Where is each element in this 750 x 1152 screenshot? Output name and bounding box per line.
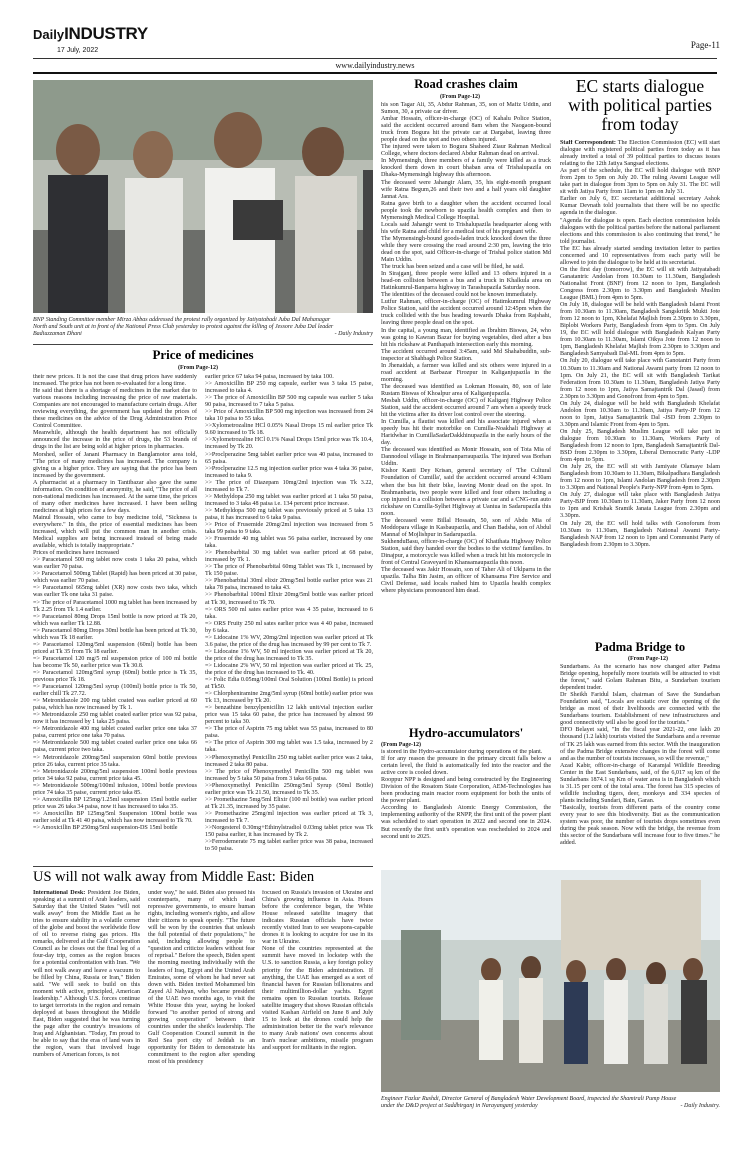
paragraph: => ORS Fruity 250 ml sates earlier price was 4 40 paise, increased by 6 taka. <box>205 620 373 634</box>
paragraph: is stored in the Hydro-accumulator during operations of the plant. <box>381 749 543 755</box>
paragraph: On July 20, dialogue will take place with Ganotantri Party from 10.30am to 11.30am and National Awami party from 12 noon to 1pm. On July 21, the EC will sit with Bangladesh Tarikat Federation from 10.30am to 11.30am, Bangladesh Jatiya Party from 12 noon to 1pm, Jatiya Samajtantrik Dal (Jasad) from 2.30pm to 3.30pm and Gonofront from 4pm to 5pm. <box>560 358 720 400</box>
paragraph: >> Phenobarbital 100ml Elixir 20mg/5ml bottle was earlier priced at Tk 30, increased to Tk 70. <box>205 592 373 606</box>
paragraph: A pharmacist at a pharmacy in Tantibazar also gave the same information. On condition of anonymity, he said, "The price of all non-national medicines has increased. At the same time, the prices of many other medicines have increased. I have been selling medicines at high prices for a few days. <box>33 479 197 514</box>
paragraph: None of the countries represented at the summit have moved in lockstep with the U.S. to sanction Russia, a key foreign policy priority for the Biden administration. If anything, the UAE has emerged as a sort of financial haven for Russian billionaires and their multimillion-dollar yachts. Egypt remains open to Russian tourists. Release satellite imagery that shows Russian officials visited Kashan Airfield on June 8 and July 15 to look at the drones could help the administration better tie the war's relevance to many Arab nations' own concerns about Iran's nuclear ambitions, missile program and support for militants in the region. <box>262 946 373 1052</box>
paragraph: The EC has already started sending invitation letter to parties concerned and 10 representatives from each party will be allowed to join the dialogue to be held at its secretariat. <box>560 245 720 266</box>
paragraph: >>Xylometrozaline HCl 0.1% Nasal Drops 15ml price was Tk 10.4, increased by Tk 20. <box>205 437 373 451</box>
paragraph: Morshed, seller of Janani Pharmacy in Banglamotor area told, "The price of many medicines has increased. The company is giving us a higher price. They are saying that the price has been increased by the government. <box>33 451 197 479</box>
paragraph: >> The price of Diazepam 10mg/2ml injection was Tk 3.22, increased to Tk 7. <box>205 479 373 493</box>
paragraph: The deceased were Jahangir Alam, 35, his eight-month pregnant wife Ratna Begum,26 and their two and a half years old daughter Jannat Ara. <box>381 179 551 200</box>
paragraph: => Paracetamol 120mg/5ml syrup (60ml) bottle price is Tk 35, previous price Tk 18. <box>33 669 197 684</box>
paragraph: => Paracetamol 120 mg/5 ml suspension price of 100 ml bottle has become Tk 50, earlier price was Tk 30.8. <box>33 655 197 669</box>
page-number: Page-11 <box>690 40 720 50</box>
paragraph: => Metronidazole 500mg/100ml infusion, 100ml bottle previous price 74 taka 35 paise, current price taka 85. <box>33 782 197 796</box>
paragraph: => Paracetamol 120mg/5ml suspension (60ml) bottle has been priced at Tk 35 from Tk 18 earlier. <box>33 641 197 655</box>
paragraph: On July 25, Bangladesh Muslim League will take part in dialogue from 10.30am to 11.30am, Workers Party of Bangladesh from 12 noon to 1pm, Bangladesh Samajtantrik Dal-BSD from 2.30pm to 3.30pm, Liberal Democratic Party -LDP from 4pm to 5pm. <box>560 428 720 464</box>
protest-photo-image <box>33 80 373 313</box>
paragraph: => Paracetamol 80mg Drops 15ml bottle is now priced at Tk 20, which was earlier Tk 12.88. <box>33 613 197 627</box>
paragraph: "Basically, tourists from different parts of the country come every year to see this biodiversity. But as the communication system was poor, the number of tourists drops sometimes even during the peak season. Now with the bridge, the revenue from this sector of the Sundarbans will increase four to five times." he added. <box>560 804 720 847</box>
padma-headline: Padma Bridge to <box>594 640 686 654</box>
paragraph: => Metronidazole 500 mg tablet coated earlier price one taka 66 paisa, current price two taka. <box>33 740 197 754</box>
paragraph: => Amoxicillin BP 125mg/1.25ml suspension 15ml bottle earlier price was 26 taka 34 paisa, now it has increased to taka 35. <box>33 796 197 810</box>
paragraph: >> Phenobarbital 30 mg tablet was earlier priced at 68 paise, increased by Tk 1. <box>205 550 373 564</box>
biden-headline: US will not walk away from Middle East: Biden <box>33 869 315 885</box>
paragraph: => Paracetamol 80mg Drops 30ml bottle has been priced at Tk 30, which was Tk 18 earlier. <box>33 627 197 641</box>
paragraph: The truck has been seized and a case will be filed, he said. <box>381 264 525 271</box>
paragraph: Sundarbans. As the scenario has now changed after Padma Bridge opening, hopefully more tourists will be attracted to visit the forest," said Golam Rahman Bitu, a Sundarban tourism dependent trader. <box>560 664 720 692</box>
protest-photo <box>33 80 373 313</box>
paragraph: => Paracetamol 665mg tablet (XR) now costs two taka, which was earlier Tk one taka 31 paise. <box>33 585 197 599</box>
caption-credit: - Daily Industry. <box>680 1103 720 1109</box>
medicines-headline: Price of medicines <box>152 347 254 362</box>
paragraph: their new prices. It is not the case that drug prices have suddenly increased. The price has not been re-evaluated for a long time. <box>33 374 197 388</box>
paragraph: >> Frusemide 40 mg tablet was 56 paisa earlier, increased by one taka. <box>205 536 373 550</box>
biden-column-1 <box>33 890 140 1130</box>
paragraph: If for any reason the pressure in the primary circuit falls below a certain level, the fluid is automatically fed into the reactor and the active core is cooled down. <box>381 756 551 777</box>
paragraph: => Metronidazole 200mg/5ml suspension 100ml bottle previous price 34 taka 92 paisa, current price taka 45. <box>33 768 197 782</box>
pump-house-photo-image <box>381 870 720 1092</box>
paragraph: >> Phenobarbital 30ml elixir 20mg/5ml bottle earlier price was 21 taka 78 paisa, increased to taka 43. <box>205 578 373 592</box>
paragraph: The Election Commission (EC) will start dialogue with registered political parties from today as it has already invited a total of 39 political parties to discuss issues relating to the 12th Jatiya Sangsad elections. <box>560 140 720 168</box>
paragraph: Mainul Hossain, who came to buy medicine told, "Sickness is everywhere." In this, the price of essential medicines has been increased, which will put the common man in another crisis. Medical supplies are being increased instead of being made available, which is totally inappropriate." <box>33 514 197 550</box>
paragraph: => Chlorpheniramine 2mg/5ml syrup (60ml bottle) earlier price was Tk 13, increased by Tk 20. <box>205 691 373 705</box>
paragraph: >>Proclperazine 5mg tablet earlier price was 40 paisa, increased to 65 paisa. <box>205 451 373 465</box>
paragraph: On July 26, the EC will sit with Jamiyate Olamaye Islam Bangladesh from 10.30am to 11.30am, Bikalpadhara Bangladesh from 12 noon to 1pm, Islami Andolan Bangladesh from 2.30pm to 3.30pm and National People's Party-NPP from 4pm to 5pm. <box>560 464 720 492</box>
paragraph: >> The price of Amoxicillin BP 500 mg capsule was earlier 5 taka 90 paisa, increased to 7 taka 5 paisa. <box>205 395 373 409</box>
paragraph: On July 24, dialogue will be held with Bangladesh Khelafat Andolon from 10.30am to 11.30am, Jatiya Party-JP from 12 noon to 1pm, Jatiya Samajtantrik Dal -JSD from 2.30pm to 3.30pm and Islamic Front from 4pm to 5pm. <box>560 400 720 428</box>
paragraph: => Lidocaine 1% WV, 20mg/2ml injection was earlier priced at Tk 3.6 paise, the price of the drug has increased by 99 per cent to Tk 7. <box>205 634 373 648</box>
ec-byline: Staff Correspondent: <box>560 140 616 146</box>
caption-text: Badiuzzaman Dhani <box>33 331 82 337</box>
padma-continued: (From Page-12) <box>628 656 669 662</box>
biden-column-2 <box>148 890 255 1130</box>
paragraph: Earlier on July 6, EC secretariat additional secretary Ashok Kumar Devnath told journalists that there will be no specific agenda in the dialogue. <box>560 196 720 217</box>
paragraph: The deceased was identified as Lokman Hossain, 80, son of late Rustam Biswas of Khoalpur area of Kaliganjupazila. <box>381 383 551 397</box>
header-rule-bottom <box>33 72 717 74</box>
header-rule-top <box>33 58 717 59</box>
logo <box>33 24 148 44</box>
logo-daily: Daily <box>33 27 65 42</box>
site-url[interactable]: www.dailyindustry.news <box>335 61 415 70</box>
paragraph: As part of the schedule, the EC will hold dialogue with BNP from 2pm to 5pm on July 20. The ruling Awami League will take part in dialogue from 3pm to 5pm on July 31. The EC will sit with Jatiya Party from 11am to 1pm on July 31. <box>560 168 720 196</box>
paragraph: In the capital, a young man, identified as Ibrahim Biswas, 24, who was going to Kawran Bazar for buying vegetables, died after a bus hit his rickshaw at Panthapath intersection early this morning. <box>381 327 551 348</box>
paragraph: => benzathine benzylpenicillin 12 lakh unit/vial injection earlier price was 15 taka 60 paise, the price has increased by almost 99 percent to taka 30. <box>205 705 373 726</box>
paragraph: On July 28, the EC will hold talks with Gonoforum from 10.30am to 11.30am, Bangladesh National Awami Party-Bangladesh NAP from 12 noon to 1pm and Communist Party of Bangladesh from 2.30pm to 3.30pm. <box>560 520 720 548</box>
paragraph: Azad Kabir, officer-in-charge of Karamjal Wildlife Breeding Center in the East Sundarbans, said, of the 6,017 sq km of the Sundarbans 1874.1 sq Km of water area is in Bangladesh which is 31.15 per cent of the total area. The forest has 315 species of wildlife including tigers, deer, monkeys and 334 species of plants including Sundari, Bain, Garan. <box>560 762 720 804</box>
paragraph: his son Tagar Ali, 35, Abdur Rahman, 35, son of Mafiz Uddin, and Sumon, 30, a private car driver. <box>381 102 551 116</box>
paragraph: Prices of medicines have increased <box>33 550 119 557</box>
pump-house-caption <box>381 1096 720 1110</box>
paragraph: The injured were taken to Bogura Shaheed Ziaur Rahman Medical College, where doctors declared Abdur Rahman dead on arrival. <box>381 144 551 158</box>
caption-text: under the D&D project at Saddhirganj in Narayanganj yesterday <box>381 1103 538 1109</box>
paragraph: >> Methyldopa 250 mg tablet was earlier priced at 1 taka 50 paisa, increased to 3 taka 48 paisa i.e. 134 percent price increase. <box>205 493 373 507</box>
paragraph: The accident occurred around 3:45am, said Md Shahabuddin, sub-inspector at Shahbagh Police Station. <box>381 348 551 362</box>
paragraph: DFO Belayet said, "In the fiscal year 2021-22, one lakh 20 thousand (1.2 lakh) tourists visited the Sundarbans and a revenue of TK 25 lakh was earned from this sector. With the inauguration of the Padma Bridge extensive changes in the forest will come and as the number of tourists increases, so will the revenue," <box>560 727 720 762</box>
biden-byline: International Desk: <box>33 890 86 896</box>
paragraph: >> Amoxicillin BP 250 mg capsule, earlier was 3 taka 15 paise, increased to taka 4. <box>205 381 373 395</box>
paragraph: Lutfur Rahman, officer-in-charge (OC) of Hatimkumrul Highway Police Station, said the accident occurred around 12:45pm when the truck collided with the bus heading towards Dhaka from Rajshahi, leaving three people dead on the spot. <box>381 299 551 327</box>
hydro-headline: Hydro-accumulators' <box>408 726 524 740</box>
paragraph: => The price of Paracetamol 1000 mg tablet has been increased by Tk 2.25 from Tk 1.4 earlier. <box>33 599 197 613</box>
paragraph: "Agenda for dialogue is open. Each election commission holds dialogues with the political parties before the national parliament elections and this commission is also continuing that trend," he told journalist. <box>560 217 720 245</box>
paragraph: Meanwhile, although the health department has not officially announced the increase in the price of drugs, the 53 brands of drugs in the list are being sold at higher prices in pharmacies. <box>33 430 197 451</box>
paragraph: => Metronidazole 200mg/5ml suspension 60ml bottle previous price 26 taka, current price 35 taka. <box>33 754 197 768</box>
paragraph: He said that there is a shortage of medicines in the market due to various reasons including increasing the price of raw materials. Companies are not encouraged to manufacture certain drugs. After reviewing everything, the government has updated the prices of these medicines on the advice of the Drug Administration Price Control Committee. <box>33 388 197 430</box>
caption-line: Engineer Fazlur Rushdi, Director General of Bangladesh Water Development Board, inspected the Shamirali Pump House <box>381 1096 677 1102</box>
paragraph: => Folic Edia 0.05mg/100ml Oral Solution (100ml Bottle) is priced at Tk50. <box>205 677 373 691</box>
caption-line: North and South unit at in front of the National Press Club yesterday to protest against the killing of Jessore Juba Dal leader <box>33 324 334 330</box>
paragraph: Ambar Hossain, officer-in-charge (OC) of Kahalu Police Station, said the accident occurred around 8am when the Naogaon-bound truck from Bogura hit the private car at Dargabat, leaving three people dead on the spot and two others injured. <box>381 116 551 144</box>
biden-rule <box>33 866 373 867</box>
paragraph: In Mymensingh, three members of a family were killed as a truck knocked them down in court bhaban area of Trishalupazila on Dhaka-Mymensingh highway this afternoon. <box>381 158 551 179</box>
caption-credit: - Daily Industry <box>334 331 373 337</box>
paragraph: Dr Sheikh Faridul Islam, chairman of Save the Sundarban Foundation said, "Locals are ecstatic over the opening of the bridge as most of their livelihoods are connected with the Sundarbans tourism. Establishment of new infrastructures and good connectivity will also be good for the tourists." <box>560 692 720 727</box>
paragraph: => Metronidazole 400 mg tablet coated earlier price one taka 37 paisa, current price one taka 70 paisa. <box>33 726 197 740</box>
paragraph: >> The price of Phenobarbital 60mg Tablet was Tk 1, increased by Tk 150 paise. <box>205 564 373 578</box>
paragraph: Rooppur NPP is designed and being constructed by the Engineering Division of the Rosatom State Corporation, AEM-Technologies has been producing main reactor room equipment for both the units of the power plant. <box>381 777 551 805</box>
caption-line: BNP Standing Committee member Mirza Abbas addressed the protest rally organized by Jatiyatabadi Juba Dal Mahanagar <box>33 317 331 323</box>
paragraph: >> Price of Frusemide 20mg/2ml injection was increased from 5 taka 99 paisa to 9 taka. <box>205 521 373 536</box>
paragraph: focused on Russia's invasion of Ukraine and China's growing influence in Asia. Hours before the conference began, the White House released satellite imagery that indicates Russian officials have twice recently visited Iran to see weapons-capable drones it is looking to acquire for use in its war in Ukraine. <box>262 890 373 946</box>
paragraph: >>Phenoxymethyl Penicillin 250mg/5ml Syrup (50ml Bottle) earlier price was Tk 21.50, increased to Tk 35. <box>205 782 373 796</box>
road-crashes-headline: Road crashes claim <box>414 77 518 91</box>
hydro-body <box>381 749 551 861</box>
paragraph: => The price of Aspirin 300 mg tablet was 1.5 taka, increased by 2 taka. <box>205 740 373 754</box>
paragraph: => Amoxicillin BP 250mg/5ml suspension-DS 15ml bottle <box>33 825 178 831</box>
paragraph: >>Phenoxymethyl Penicillin 250 mg tablet earlier price was 2 taka, increased 2 taka 80 paisa. <box>205 754 373 768</box>
road-crashes-body <box>381 102 551 714</box>
hydro-continued: (From Page-12) <box>381 742 422 748</box>
caption-line <box>381 1103 720 1110</box>
paragraph: >>Xylometrozaline HCl 0.05% Nasal Drops 15 ml earlier price Tk 9.60 increased to Tk 18. <box>205 423 373 437</box>
medicines-continued: (From Page-12) <box>178 365 219 371</box>
paragraph: >>Ferrodemerate 75 mg tablet earlier price was 38 paisa, increased to 50 paisa. <box>205 839 373 853</box>
paragraph: In Sirajganj, three people were killed and 13 others injured in a head-on collision between a bus and a truck in Khalkula area on Hatinkumrul-Banparra highway in Tarashupazila Saturday noon. <box>381 271 551 292</box>
paragraph: => Paracetamol 120mg/5ml syrup (100ml) bottle price is Tk 50, earlier chill Tk 27.72. <box>33 684 197 698</box>
paragraph: >> Promethazine 5mg/5ml Elixir (100 ml bottle) was earlier priced at Tk 21.35, increased by 35 paise. <box>205 796 373 810</box>
paragraph: President Joe Biden, speaking at a summit of Arab leaders, said Saturday that the United States "will not walk away" from the Middle East as he tries to ensure stability in a volatile corner of the globe and boost the worldwide flow of oil to reverse rising gas prices. His remarks, delivered at the Gulf Cooperation Council as he closes out the final leg of a four-day trip, comes as the region braces for a potential confrontation with Iran. "We will not walk away and leave a vacuum to be filled by China, Russia or Iran," Biden said. "We will seek to build on this moment with active, principled, American leadership." Although U.S. forces continue to target terrorists in the region and remain deployed at bases throughout the Middle East, Biden suggested that he was turning the page after the country's invasions of Iraq and Afghanistan. "Today, I'm proud to be able to say that the eras of land wars in the region, wars that involved huge numbers of American forces, is not <box>33 890 140 1059</box>
paragraph: According to Bangladesh Atomic Energy Commission, the implementing authority of the RNPP, the first unit of the power plant was scheduled to start operation in 2022 and second one in 2024. But recently the first unit's operation was rescheduled to 2024 and second unit to 2025. <box>381 805 551 840</box>
ec-headline <box>560 77 720 134</box>
paragraph: Ratna gave birth to a daughter when the accident occurred local people took the newborn to upazila health complex and then to Mymensingh Medical College Hospital. <box>381 200 551 221</box>
paragraph: => Metronidazole 200 mg tablet coated was earlier priced at 60 paisa, which has now increased by Tk 1. <box>33 698 197 712</box>
paragraph: In Cumilla, a flautist was killed and his associate injured when a speedy bus hit their motorbike on Cumilla-Noakhali Highway at Haridwhar in CumillaSadarDakkhinupazila in the early hours of the day. <box>381 419 551 447</box>
paragraph: => Lidocaine 1% WV, 50 ml injection was earlier priced at Tk 20, the price of the drug has increased to Tk 35. <box>205 648 373 662</box>
medicines-column-2 <box>205 374 373 862</box>
paragraph: On July 18, dialogue will be held with Bangladesh Islami Front from 10.30am to 11.30am, Bangladesh Sangskritik Mukti Jote from 12 noon to 1pm, Khelafat Majlish from 2.30pm to 3.30pm, Biplobi Workers Party, Bangladesh from 4pm to 5pm. On July 19, the EC will hold dialogue with Bangladesh Kalyan Party from 10.30am to 11.30am, Islami Oikya Jote from 12 noon to 1pm, Bangladesh Khelafat Majlish from 2.30pm to 3.30pm and Bangladesh Samyabadi Dal-ML from 4pm to 5pm. <box>560 302 720 358</box>
road-crashes-continued: (From Page-12) <box>440 94 481 100</box>
paragraph: => Amoxicillin BP 125mg/5ml Suspension 100ml bottle was earlier sold at Tk 41 40 paisa, which has now increased to Tk 70. <box>33 810 197 824</box>
paragraph: The deceased were Billal Hossain, 50, son of Abdu Mia of Moddopara village in Kasbaupazila, and Chan Badsha, son of Abdul Mannaf of Mojlishpur in Sadarupazila. <box>381 517 551 538</box>
paragraph: >>Proclperazine 12.5 mg injection earlier price was 4 taka 36 paise, increased to taka 9. <box>205 465 373 479</box>
paragraph: Locals said Jahangir went to Trishalupazila headquarter along with his wife Ratna and child for a medical test of his pregnant wife. <box>381 221 551 235</box>
caption-line <box>33 331 373 338</box>
medicines-rule <box>33 344 373 345</box>
paragraph: >> Paracetamol 500mg Tablet (Rapid) has been priced at 30 paise, which was earlier 70 paise. <box>33 571 197 585</box>
paragraph: >> Promethazine 25mg/ml injection was earlier priced at Tk 3, increased to Tk 7. <box>205 810 373 824</box>
paragraph: Mesbah Uddin, officer-in-charge (OC) of Kaliganj Highway Police Station, said the accident occurred around 7 am when a speedy truck hit the victims after its driver lost control over the steering. <box>381 397 551 419</box>
pump-house-photo <box>381 870 720 1092</box>
ec-headline-line: from today <box>601 114 679 134</box>
protest-photo-caption <box>33 317 373 338</box>
paragraph: => The price of Aspirin 75 mg tablet was 55 paisa, increased to 80 paisa. <box>205 726 373 740</box>
paragraph: earlier price 67 taka 94 paisa, increased by taka 100. <box>205 374 334 380</box>
biden-column-3 <box>262 890 373 1130</box>
medicines-column-1 <box>33 374 197 862</box>
issue-date: 17 July, 2022 <box>57 47 99 54</box>
paragraph: >> Methyldopa 500 mg tablet was previously priced at 5 taka 13 paisa, it has increased to 6 taka 9 paisa. <box>205 507 373 521</box>
paragraph: On the first day (tomorrow), the EC will sit with Jatiyatabadi Ganatantric Andolan from 10.30am to 11.30am, Bangladesh Nationalist Front (BNF) from 12 noon to 1pm, Bangladesh Congress from 2.30pm to 3.30pm and Bangladesh Muslim League (BML) from 4pm to 5pm. <box>560 266 720 302</box>
paragraph: => Lidocaine 2% WV, 50 ml injection was earlier priced at Tk. 25, the price of the drug has increased to Tk. 40. <box>205 662 373 676</box>
paragraph: >> The price of Phenoxymethyl Penicillin 500 mg tablet was increased by 5 taka 50 paisa from 3 taka 66 paisa. <box>205 768 373 782</box>
paragraph: under way," he said. Biden also pressed his counterparts, many of which lead repressive governments, to ensure human rights, including women's rights, and allow their citizens to speak openly. "The future will be won by the countries that unleash the full potential of their populations," he said, including allowing people to "question and criticize leaders without fear of reprisal." Before the speech, Biden spent the morning meeting individually with the leaders of Iraq, Egypt and the United Arab Emirates, some of whom he had never sat down with. Biden invited Mohammed bin Zayed Al Nahyan, who became president of the UAE two months ago, to visit the White House this year, saying he looked forward "to another period of strong and growing cooperation" between their countries under the sheik's leadership. The Gulf Cooperation Council summit in the Red Sea port city of Jeddah is an opportunity for Biden to demonstrate his commitment to the region after spending most of his presidency <box>148 890 255 1066</box>
paragraph: >>Norgesterel 0.30mg+Ethinylstradiol 0.03mg tablet price was Tk 150 paisa earlier, it has increased by Tk 2. <box>205 825 373 839</box>
ec-headline-line: EC starts dialogue <box>575 76 705 96</box>
logo-industry: INDUSTRY <box>64 24 148 43</box>
ec-headline-line: with political parties <box>568 95 712 115</box>
paragraph: On July 27, dialogue will take place with Bangladesh Jatiya Party-BJP from 10.30am to 11.30am, Jaker Party from 12 noon to 1pm and Krishak Sramik Janata League from 2.30pm and 3.30pm. <box>560 492 720 520</box>
paragraph: Kishor Kanti Dey Krisan, general secretary of 'The Cultural Foundation of Cumilla', said the accident occurred around 4:30am when the bus hit their bike, leaving Monir dead on the spot. In Brahmanbaria, two people were killed and four others including a cop injured in a collision between a private car and a CNG-run auto rickshaw on Cumilla-Sylhet Highway at Uaniua in Sadarupazila this noon. <box>381 468 551 517</box>
paragraph: The deceased was identified as Monir Hossain, son of Tota Mia of Dannodoul village in Brahmanparraupazila. The injured was Borhan Uddin. <box>381 447 551 468</box>
paragraph: >> Paracetamol 500 mg tablet now costs 1 taka 20 paisa, which was earlier 70 paisa. <box>33 557 197 571</box>
paragraph: => ORS 500 ml sates earlier price was 4 35 paise, increased to 6 taka. <box>205 606 373 620</box>
ec-body <box>560 140 720 638</box>
paragraph: >> Price of Amoxicillin BP 500 mg injection was increased from 24 taka 10 paisa to 55 taka. <box>205 409 373 423</box>
paragraph: The identities of the deceased could not be known immediately. <box>381 292 538 299</box>
paragraph: SukhenduBasu, officer-in-charge (OC) of Khatihata Highway Police Station, said they handed over the bodies to the victims' families. In Dinajpur, a motorcycle was killed when a truck hit his motorcycle in front of Central Graveyard in Khansamaupazila this noon. <box>381 538 551 567</box>
padma-body <box>560 664 720 862</box>
paragraph: => Metronidazole 250 mg tablet coated earlier price was 92 paisa, now it has increased by 1 taka 25 paisa. <box>33 712 197 726</box>
paragraph: The deceased was Jakir Hossain, son of Taher Ali of Uklparra in the upazila. Talha Bin Jasim, an officer of Khansama Fire Service and Civil Defense, said locals rushed him to Upazila health complex where physicians pronounced him dead. <box>381 567 551 595</box>
paragraph: In Jhenaidah, a farmer was killed and six others were injured in a road accident at Barbazar Firozpur in Kaliganjupazila in the morning. <box>381 362 551 383</box>
paragraph: The Mymensingh-bound goods-laden truck knocked down the three while they were crossing the road around 2:30 pm, leaving the trio dead on the spot, said Officer-in-charge of Trishal police station Md Main Uddin. <box>381 235 551 264</box>
